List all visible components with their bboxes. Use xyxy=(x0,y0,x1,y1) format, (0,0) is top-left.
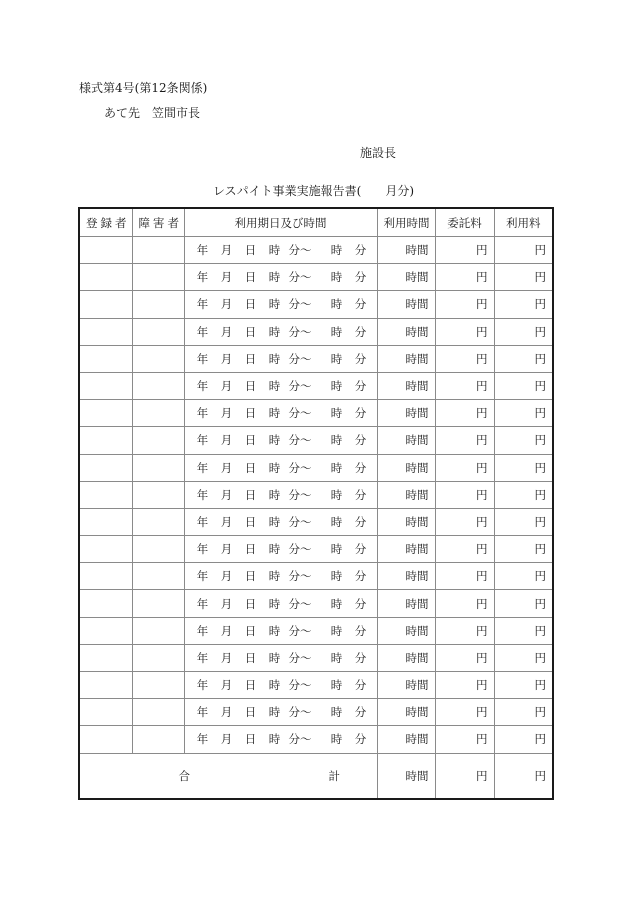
datetime-unit-label: 時 xyxy=(330,596,343,611)
usage-datetime-cell[interactable] xyxy=(184,508,377,535)
usage-hours-cell[interactable]: 時間 xyxy=(377,699,435,726)
datetime-unit-label: 年 xyxy=(196,324,209,339)
usage-datetime-cell[interactable] xyxy=(184,237,377,264)
datetime-unit-label: 時 xyxy=(330,514,343,529)
disabled-person-cell[interactable] xyxy=(132,237,184,264)
usage-datetime-cell[interactable] xyxy=(184,372,377,399)
datetime-unit-label: 時 xyxy=(268,379,281,394)
registrant-cell[interactable] xyxy=(79,617,132,644)
datetime-unit-label: 分 xyxy=(354,596,367,611)
usage-hours-cell[interactable]: 時間 xyxy=(377,536,435,563)
commission-fee-cell[interactable]: 円 xyxy=(435,644,494,671)
datetime-unit-label: 分 xyxy=(354,542,367,557)
datetime-unit-label: 年 xyxy=(196,351,209,366)
usage-datetime-cell[interactable] xyxy=(184,427,377,454)
datetime-unit-label: 月 xyxy=(220,514,233,529)
usage-fee-cell[interactable]: 円 xyxy=(494,291,553,318)
usage-fee-cell[interactable]: 円 xyxy=(494,590,553,617)
table-row xyxy=(79,644,553,671)
commission-fee-cell[interactable]: 円 xyxy=(435,590,494,617)
usage-datetime-cell[interactable] xyxy=(184,318,377,345)
table-row xyxy=(79,318,553,345)
commission-fee-cell[interactable]: 円 xyxy=(435,318,494,345)
usage-datetime-cell[interactable] xyxy=(184,291,377,318)
usage-hours-cell[interactable]: 時間 xyxy=(377,237,435,264)
datetime-unit-label: 時 xyxy=(330,460,343,475)
usage-hours-cell[interactable]: 時間 xyxy=(377,590,435,617)
usage-fee-cell[interactable]: 円 xyxy=(494,508,553,535)
commission-fee-cell[interactable]: 円 xyxy=(435,454,494,481)
col-header-usage-datetime: 利用期日及び時間 xyxy=(184,208,377,237)
datetime-unit-label: 時 xyxy=(268,460,281,475)
datetime-unit-label: 年 xyxy=(196,514,209,529)
usage-fee-cell[interactable]: 円 xyxy=(494,427,553,454)
col-header-usage-hours: 利用時間 xyxy=(377,208,435,237)
datetime-unit-label: 時 xyxy=(268,297,281,312)
datetime-unit-label: 時 xyxy=(330,297,343,312)
disabled-person-cell[interactable] xyxy=(132,400,184,427)
usage-hours-cell[interactable]: 時間 xyxy=(377,345,435,372)
datetime-unit-label: 時 xyxy=(268,732,281,747)
total-usage-fee-cell[interactable]: 円 xyxy=(494,753,553,799)
usage-fee-cell[interactable]: 円 xyxy=(494,264,553,291)
datetime-unit-label: 年 xyxy=(196,297,209,312)
datetime-unit-label: 月 xyxy=(220,297,233,312)
disabled-person-cell[interactable] xyxy=(132,563,184,590)
datetime-unit-label: 時 xyxy=(330,433,343,448)
datetime-unit-label: 時 xyxy=(268,433,281,448)
registrant-cell[interactable] xyxy=(79,508,132,535)
datetime-unit-label: 時 xyxy=(330,487,343,502)
datetime-unit-label: 日 xyxy=(244,487,257,502)
registrant-cell[interactable] xyxy=(79,536,132,563)
datetime-unit-label: 分 xyxy=(354,487,367,502)
table-row xyxy=(79,400,553,427)
datetime-unit-label: 分〜 xyxy=(288,433,312,448)
datetime-unit-label: 時 xyxy=(330,406,343,421)
usage-fee-cell[interactable]: 円 xyxy=(494,372,553,399)
commission-fee-cell[interactable]: 円 xyxy=(435,400,494,427)
total-row xyxy=(79,753,553,799)
usage-datetime-cell[interactable] xyxy=(184,726,377,753)
datetime-unit-label: 時 xyxy=(268,324,281,339)
usage-fee-cell[interactable]: 円 xyxy=(494,237,553,264)
disabled-person-cell[interactable] xyxy=(132,454,184,481)
document-title: レスパイト事業実施報告書( 月分) xyxy=(213,184,415,198)
datetime-unit-label: 年 xyxy=(196,406,209,421)
datetime-unit-label: 分〜 xyxy=(288,406,312,421)
col-header-usage-fee: 利用料 xyxy=(494,208,553,237)
disabled-person-cell[interactable] xyxy=(132,590,184,617)
datetime-unit-label: 月 xyxy=(220,678,233,693)
datetime-unit-label: 時 xyxy=(330,270,343,285)
registrant-cell[interactable] xyxy=(79,237,132,264)
datetime-unit-label: 月 xyxy=(220,596,233,611)
datetime-unit-label: 年 xyxy=(196,270,209,285)
usage-hours-cell[interactable]: 時間 xyxy=(377,264,435,291)
datetime-unit-label: 時 xyxy=(330,243,343,258)
datetime-unit-label: 年 xyxy=(196,487,209,502)
registrant-cell[interactable] xyxy=(79,427,132,454)
commission-fee-cell[interactable]: 円 xyxy=(435,563,494,590)
usage-hours-cell[interactable]: 時間 xyxy=(377,644,435,671)
datetime-unit-label: 日 xyxy=(244,243,257,258)
commission-fee-cell[interactable]: 円 xyxy=(435,291,494,318)
usage-datetime-cell[interactable] xyxy=(184,617,377,644)
usage-hours-cell[interactable]: 時間 xyxy=(377,427,435,454)
datetime-unit-label: 分〜 xyxy=(288,569,312,584)
commission-fee-cell[interactable]: 円 xyxy=(435,345,494,372)
form-number: 様式第4号(第12条関係) xyxy=(79,81,208,95)
usage-datetime-cell[interactable] xyxy=(184,536,377,563)
datetime-unit-label: 分〜 xyxy=(288,623,312,638)
commission-fee-cell[interactable]: 円 xyxy=(435,508,494,535)
usage-hours-cell[interactable]: 時間 xyxy=(377,291,435,318)
table-row xyxy=(79,291,553,318)
disabled-person-cell[interactable] xyxy=(132,644,184,671)
datetime-unit-label: 年 xyxy=(196,596,209,611)
usage-datetime-cell[interactable] xyxy=(184,699,377,726)
registrant-cell[interactable] xyxy=(79,345,132,372)
commission-fee-cell[interactable]: 円 xyxy=(435,427,494,454)
table-row xyxy=(79,264,553,291)
col-header-disabled-person: 障害者 xyxy=(132,208,184,237)
datetime-unit-label: 日 xyxy=(244,705,257,720)
datetime-unit-label: 月 xyxy=(220,270,233,285)
table-row xyxy=(79,672,553,699)
datetime-unit-label: 分 xyxy=(354,243,367,258)
table-row xyxy=(79,481,553,508)
datetime-unit-label: 時 xyxy=(268,243,281,258)
usage-fee-cell[interactable]: 円 xyxy=(494,481,553,508)
disabled-person-cell[interactable] xyxy=(132,617,184,644)
datetime-unit-label: 年 xyxy=(196,623,209,638)
datetime-unit-label: 分〜 xyxy=(288,243,312,258)
datetime-unit-label: 分〜 xyxy=(288,379,312,394)
commission-fee-cell[interactable]: 円 xyxy=(435,264,494,291)
registrant-cell[interactable] xyxy=(79,563,132,590)
datetime-unit-label: 年 xyxy=(196,569,209,584)
usage-fee-cell[interactable]: 円 xyxy=(494,536,553,563)
registrant-cell[interactable] xyxy=(79,318,132,345)
usage-hours-cell[interactable]: 時間 xyxy=(377,726,435,753)
table-row xyxy=(79,372,553,399)
datetime-unit-label: 年 xyxy=(196,379,209,394)
registrant-cell[interactable] xyxy=(79,590,132,617)
usage-hours-cell[interactable]: 時間 xyxy=(377,372,435,399)
datetime-unit-label: 時 xyxy=(268,514,281,529)
datetime-unit-label: 分〜 xyxy=(288,270,312,285)
disabled-person-cell[interactable] xyxy=(132,481,184,508)
datetime-unit-label: 分〜 xyxy=(288,732,312,747)
datetime-unit-label: 年 xyxy=(196,705,209,720)
datetime-unit-label: 時 xyxy=(330,542,343,557)
datetime-unit-label: 日 xyxy=(244,351,257,366)
disabled-person-cell[interactable] xyxy=(132,372,184,399)
usage-hours-cell[interactable]: 時間 xyxy=(377,481,435,508)
table-row xyxy=(79,699,553,726)
usage-hours-cell[interactable]: 時間 xyxy=(377,454,435,481)
table-header-row xyxy=(79,208,553,237)
datetime-unit-label: 分 xyxy=(354,705,367,720)
usage-datetime-cell[interactable] xyxy=(184,672,377,699)
datetime-unit-label: 分〜 xyxy=(288,460,312,475)
table-row xyxy=(79,590,553,617)
datetime-unit-label: 時 xyxy=(268,542,281,557)
datetime-unit-label: 月 xyxy=(220,433,233,448)
datetime-unit-label: 月 xyxy=(220,379,233,394)
usage-hours-cell[interactable]: 時間 xyxy=(377,563,435,590)
datetime-unit-label: 時 xyxy=(330,678,343,693)
table-row xyxy=(79,726,553,753)
datetime-unit-label: 分 xyxy=(354,460,367,475)
datetime-unit-label: 時 xyxy=(268,705,281,720)
usage-datetime-cell[interactable] xyxy=(184,400,377,427)
registrant-cell[interactable] xyxy=(79,699,132,726)
total-label-left: 合 xyxy=(178,768,190,783)
datetime-unit-label: 月 xyxy=(220,705,233,720)
datetime-unit-label: 分〜 xyxy=(288,650,312,665)
datetime-unit-label: 日 xyxy=(244,514,257,529)
total-hours-cell[interactable]: 時間 xyxy=(377,753,435,799)
total-label-cell xyxy=(79,753,377,799)
datetime-unit-label: 分 xyxy=(354,569,367,584)
usage-fee-cell[interactable]: 円 xyxy=(494,672,553,699)
table-row xyxy=(79,617,553,644)
usage-fee-cell[interactable]: 円 xyxy=(494,400,553,427)
datetime-unit-label: 月 xyxy=(220,569,233,584)
datetime-unit-label: 時 xyxy=(330,379,343,394)
total-commission-cell[interactable]: 円 xyxy=(435,753,494,799)
datetime-unit-label: 月 xyxy=(220,542,233,557)
datetime-unit-label: 月 xyxy=(220,406,233,421)
datetime-unit-label: 分〜 xyxy=(288,514,312,529)
usage-datetime-cell[interactable] xyxy=(184,345,377,372)
registrant-cell[interactable] xyxy=(79,481,132,508)
datetime-unit-label: 時 xyxy=(330,324,343,339)
datetime-unit-label: 年 xyxy=(196,678,209,693)
datetime-unit-label: 時 xyxy=(330,569,343,584)
datetime-unit-label: 時 xyxy=(330,623,343,638)
datetime-unit-label: 日 xyxy=(244,678,257,693)
datetime-unit-label: 時 xyxy=(330,705,343,720)
datetime-unit-label: 月 xyxy=(220,243,233,258)
table-row xyxy=(79,536,553,563)
disabled-person-cell[interactable] xyxy=(132,672,184,699)
registrant-cell[interactable] xyxy=(79,726,132,753)
registrant-cell[interactable] xyxy=(79,400,132,427)
datetime-unit-label: 年 xyxy=(196,542,209,557)
commission-fee-cell[interactable]: 円 xyxy=(435,672,494,699)
datetime-unit-label: 日 xyxy=(244,270,257,285)
usage-fee-cell[interactable]: 円 xyxy=(494,318,553,345)
disabled-person-cell[interactable] xyxy=(132,699,184,726)
datetime-unit-label: 年 xyxy=(196,243,209,258)
disabled-person-cell[interactable] xyxy=(132,508,184,535)
usage-fee-cell[interactable]: 円 xyxy=(494,345,553,372)
usage-hours-cell[interactable]: 時間 xyxy=(377,508,435,535)
disabled-person-cell[interactable] xyxy=(132,345,184,372)
datetime-unit-label: 日 xyxy=(244,650,257,665)
datetime-unit-label: 分〜 xyxy=(288,596,312,611)
table-row xyxy=(79,237,553,264)
datetime-unit-label: 分 xyxy=(354,732,367,747)
datetime-unit-label: 分 xyxy=(354,678,367,693)
commission-fee-cell[interactable]: 円 xyxy=(435,536,494,563)
datetime-unit-label: 分〜 xyxy=(288,351,312,366)
datetime-unit-label: 月 xyxy=(220,460,233,475)
table-row xyxy=(79,508,553,535)
datetime-unit-label: 月 xyxy=(220,351,233,366)
datetime-unit-label: 時 xyxy=(268,650,281,665)
datetime-unit-label: 日 xyxy=(244,324,257,339)
datetime-unit-label: 分 xyxy=(354,650,367,665)
commission-fee-cell[interactable]: 円 xyxy=(435,372,494,399)
datetime-unit-label: 時 xyxy=(268,623,281,638)
datetime-unit-label: 時 xyxy=(268,406,281,421)
usage-datetime-cell[interactable] xyxy=(184,454,377,481)
report-table xyxy=(78,207,554,800)
usage-datetime-cell[interactable] xyxy=(184,590,377,617)
datetime-unit-label: 時 xyxy=(268,596,281,611)
datetime-unit-label: 日 xyxy=(244,433,257,448)
usage-hours-cell[interactable]: 時間 xyxy=(377,672,435,699)
commission-fee-cell[interactable]: 円 xyxy=(435,726,494,753)
datetime-unit-label: 時 xyxy=(330,351,343,366)
usage-hours-cell[interactable]: 時間 xyxy=(377,400,435,427)
col-header-registrant: 登録者 xyxy=(79,208,132,237)
usage-datetime-cell[interactable] xyxy=(184,481,377,508)
registrant-cell[interactable] xyxy=(79,372,132,399)
datetime-unit-label: 分〜 xyxy=(288,705,312,720)
usage-hours-cell[interactable]: 時間 xyxy=(377,617,435,644)
table-row xyxy=(79,454,553,481)
datetime-unit-label: 分 xyxy=(354,433,367,448)
usage-datetime-cell[interactable] xyxy=(184,264,377,291)
datetime-unit-label: 月 xyxy=(220,324,233,339)
datetime-unit-label: 日 xyxy=(244,542,257,557)
datetime-unit-label: 日 xyxy=(244,569,257,584)
registrant-cell[interactable] xyxy=(79,264,132,291)
datetime-unit-label: 月 xyxy=(220,487,233,502)
commission-fee-cell[interactable]: 円 xyxy=(435,481,494,508)
disabled-person-cell[interactable] xyxy=(132,726,184,753)
usage-datetime-cell[interactable] xyxy=(184,644,377,671)
registrant-cell[interactable] xyxy=(79,291,132,318)
datetime-unit-label: 分〜 xyxy=(288,324,312,339)
datetime-unit-label: 時 xyxy=(330,732,343,747)
datetime-unit-label: 時 xyxy=(268,351,281,366)
commission-fee-cell[interactable]: 円 xyxy=(435,237,494,264)
datetime-unit-label: 時 xyxy=(268,270,281,285)
datetime-unit-label: 時 xyxy=(268,569,281,584)
datetime-unit-label: 日 xyxy=(244,623,257,638)
disabled-person-cell[interactable] xyxy=(132,427,184,454)
table-row xyxy=(79,345,553,372)
datetime-unit-label: 月 xyxy=(220,732,233,747)
col-header-commission-fee: 委託料 xyxy=(435,208,494,237)
datetime-unit-label: 月 xyxy=(220,623,233,638)
datetime-unit-label: 時 xyxy=(268,487,281,502)
datetime-unit-label: 年 xyxy=(196,650,209,665)
datetime-unit-label: 分 xyxy=(354,406,367,421)
datetime-unit-label: 時 xyxy=(330,650,343,665)
usage-fee-cell[interactable]: 円 xyxy=(494,726,553,753)
registrant-cell[interactable] xyxy=(79,454,132,481)
commission-fee-cell[interactable]: 円 xyxy=(435,617,494,644)
datetime-unit-label: 日 xyxy=(244,460,257,475)
datetime-unit-label: 分〜 xyxy=(288,297,312,312)
registrant-cell[interactable] xyxy=(79,644,132,671)
datetime-unit-label: 分〜 xyxy=(288,678,312,693)
registrant-cell[interactable] xyxy=(79,672,132,699)
datetime-unit-label: 分 xyxy=(354,297,367,312)
usage-datetime-cell[interactable] xyxy=(184,563,377,590)
datetime-unit-label: 分 xyxy=(354,351,367,366)
datetime-unit-label: 分 xyxy=(354,623,367,638)
datetime-unit-label: 年 xyxy=(196,732,209,747)
table-row xyxy=(79,563,553,590)
datetime-unit-label: 分 xyxy=(354,270,367,285)
datetime-unit-label: 月 xyxy=(220,650,233,665)
datetime-unit-label: 日 xyxy=(244,406,257,421)
datetime-unit-label: 日 xyxy=(244,297,257,312)
datetime-unit-label: 分 xyxy=(354,324,367,339)
usage-hours-cell[interactable]: 時間 xyxy=(377,318,435,345)
datetime-unit-label: 年 xyxy=(196,433,209,448)
usage-fee-cell[interactable]: 円 xyxy=(494,454,553,481)
usage-fee-cell[interactable]: 円 xyxy=(494,699,553,726)
usage-fee-cell[interactable]: 円 xyxy=(494,617,553,644)
disabled-person-cell[interactable] xyxy=(132,291,184,318)
disabled-person-cell[interactable] xyxy=(132,318,184,345)
table-row xyxy=(79,427,553,454)
total-label-right: 計 xyxy=(328,768,340,783)
datetime-unit-label: 日 xyxy=(244,379,257,394)
datetime-unit-label: 分 xyxy=(354,379,367,394)
datetime-unit-label: 分 xyxy=(354,514,367,529)
disabled-person-cell[interactable] xyxy=(132,536,184,563)
usage-fee-cell[interactable]: 円 xyxy=(494,644,553,671)
datetime-unit-label: 年 xyxy=(196,460,209,475)
datetime-unit-label: 分〜 xyxy=(288,542,312,557)
recipient-line: あて先 笠間市長 xyxy=(104,106,201,120)
facility-head-label: 施設長 xyxy=(360,146,397,160)
datetime-unit-label: 分〜 xyxy=(288,487,312,502)
commission-fee-cell[interactable]: 円 xyxy=(435,699,494,726)
datetime-unit-label: 時 xyxy=(268,678,281,693)
disabled-person-cell[interactable] xyxy=(132,264,184,291)
datetime-unit-label: 日 xyxy=(244,596,257,611)
usage-fee-cell[interactable]: 円 xyxy=(494,563,553,590)
datetime-unit-label: 日 xyxy=(244,732,257,747)
